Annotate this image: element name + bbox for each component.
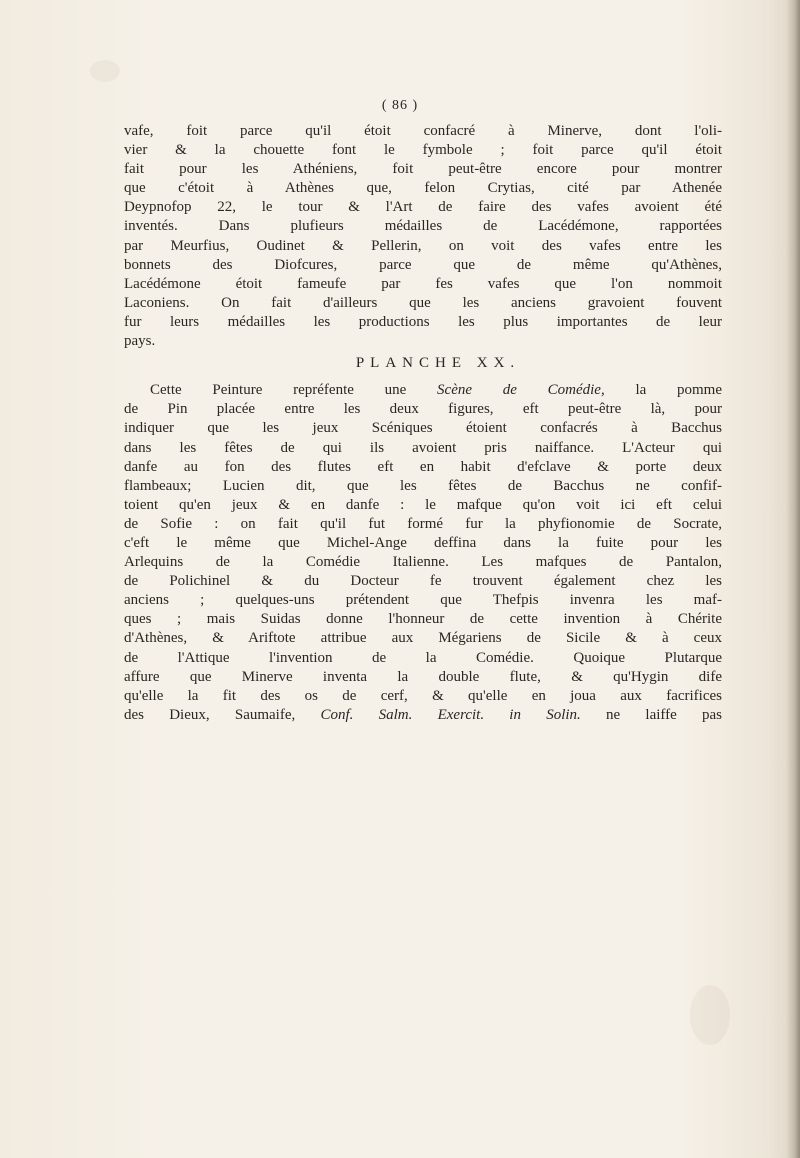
text-line: Laconiens. On fait d'ailleurs que les anciens gravoient fouvent xyxy=(124,294,722,311)
paper-stain xyxy=(690,985,730,1045)
text-line: de l'Attique l'invention de la Comédie. Quoique Plutarque xyxy=(124,649,722,666)
text-line: Deypnofop 22, le tour & l'Art de faire des vafes avoient été xyxy=(124,199,722,216)
text-body xyxy=(124,122,722,725)
text-line: flambeaux; Lucien dit, que les fêtes de Bacchus ne confif- xyxy=(124,477,722,494)
text-line: Arlequins de la Comédie Italienne. Les mafques de Pantalon, xyxy=(124,554,722,571)
text-line: de Sofie : on fait qu'il fut formé fur la phyfionomie de Socrate, xyxy=(124,515,722,532)
page-number: ( 86 ) xyxy=(381,98,419,113)
text-line: anciens ; quelques-uns prétendent que Thefpis invenra les maf- xyxy=(124,592,722,609)
text-line: affure que Minerve inventa la double flute, & qu'Hygin dife xyxy=(124,668,722,685)
text-line: danfe au fon des flutes eft en habit d'efclave & porte deux xyxy=(124,458,722,475)
text-segment: des Dieux, Saumaife, xyxy=(124,706,321,723)
text-line: c'eft le même que Michel-Ange deffina dans la fuite pour les xyxy=(124,534,722,551)
text-line: qu'elle la fit des os de cerf, & qu'elle en joua aux facrifices xyxy=(124,687,722,704)
text-line: fait pour les Athéniens, foit peut-être encore pour montrer xyxy=(124,161,722,178)
text-line: vier & la chouette font le fymbole ; foit parce qu'il étoit xyxy=(124,142,722,159)
text-line: de Polichinel & du Docteur fe trouvent également chez les xyxy=(124,573,722,590)
text-line: que c'étoit à Athènes que, felon Crytias, cité par Athenée xyxy=(124,180,722,197)
italic-title: Scène de Comédie xyxy=(437,382,601,399)
text-segment: , la pomme xyxy=(600,382,722,399)
text-line: pays. xyxy=(124,333,156,350)
italic-citation: Conf. Salm. Exercit. in Solin. xyxy=(320,706,581,723)
plate-heading: PLANCHE XX. xyxy=(355,355,521,372)
text-segment: Cette Peinture repréfente une xyxy=(150,382,438,399)
text-line: Lacédémone étoit fameufe par fes vafes que l'on nommoit xyxy=(124,275,722,292)
text-line: d'Athènes, & Ariftote attribue aux Mégariens de Sicile & à ceux xyxy=(124,630,722,647)
text-line: de Pin placée entre les deux figures, eft peut-être là, pour xyxy=(124,401,722,418)
paper-stain xyxy=(90,60,120,82)
text-line: par Meurfius, Oudinet & Pellerin, on voit des vafes entre les xyxy=(124,237,722,254)
text-line: inventés. Dans plufieurs médailles de Lacédémone, rapportées xyxy=(124,218,722,235)
text-line: bonnets des Diofcures, parce que de même qu'Athènes, xyxy=(124,256,722,273)
text-segment: ne laiffe pas xyxy=(580,706,722,723)
text-line: fur leurs médailles les productions les plus importantes de leur xyxy=(124,313,722,330)
text-line: vafe, foit parce qu'il étoit confacré à Minerve, dont l'oli- xyxy=(124,123,722,139)
text-line: indiquer que les jeux Scéniques étoient confacrés à Bacchus xyxy=(124,420,722,437)
text-line: ques ; mais Suidas donne l'honneur de cette invention à Chérite xyxy=(124,611,722,628)
page-edge-shadow xyxy=(786,0,800,1158)
text-line: toient qu'en jeux & en danfe : le mafque qu'on voit ici eft celui xyxy=(124,496,722,513)
text-line xyxy=(124,381,722,400)
text-line: dans les fêtes de qui ils avoient pris naiffance. L'Acteur qui xyxy=(124,439,722,456)
text-line xyxy=(124,706,722,725)
